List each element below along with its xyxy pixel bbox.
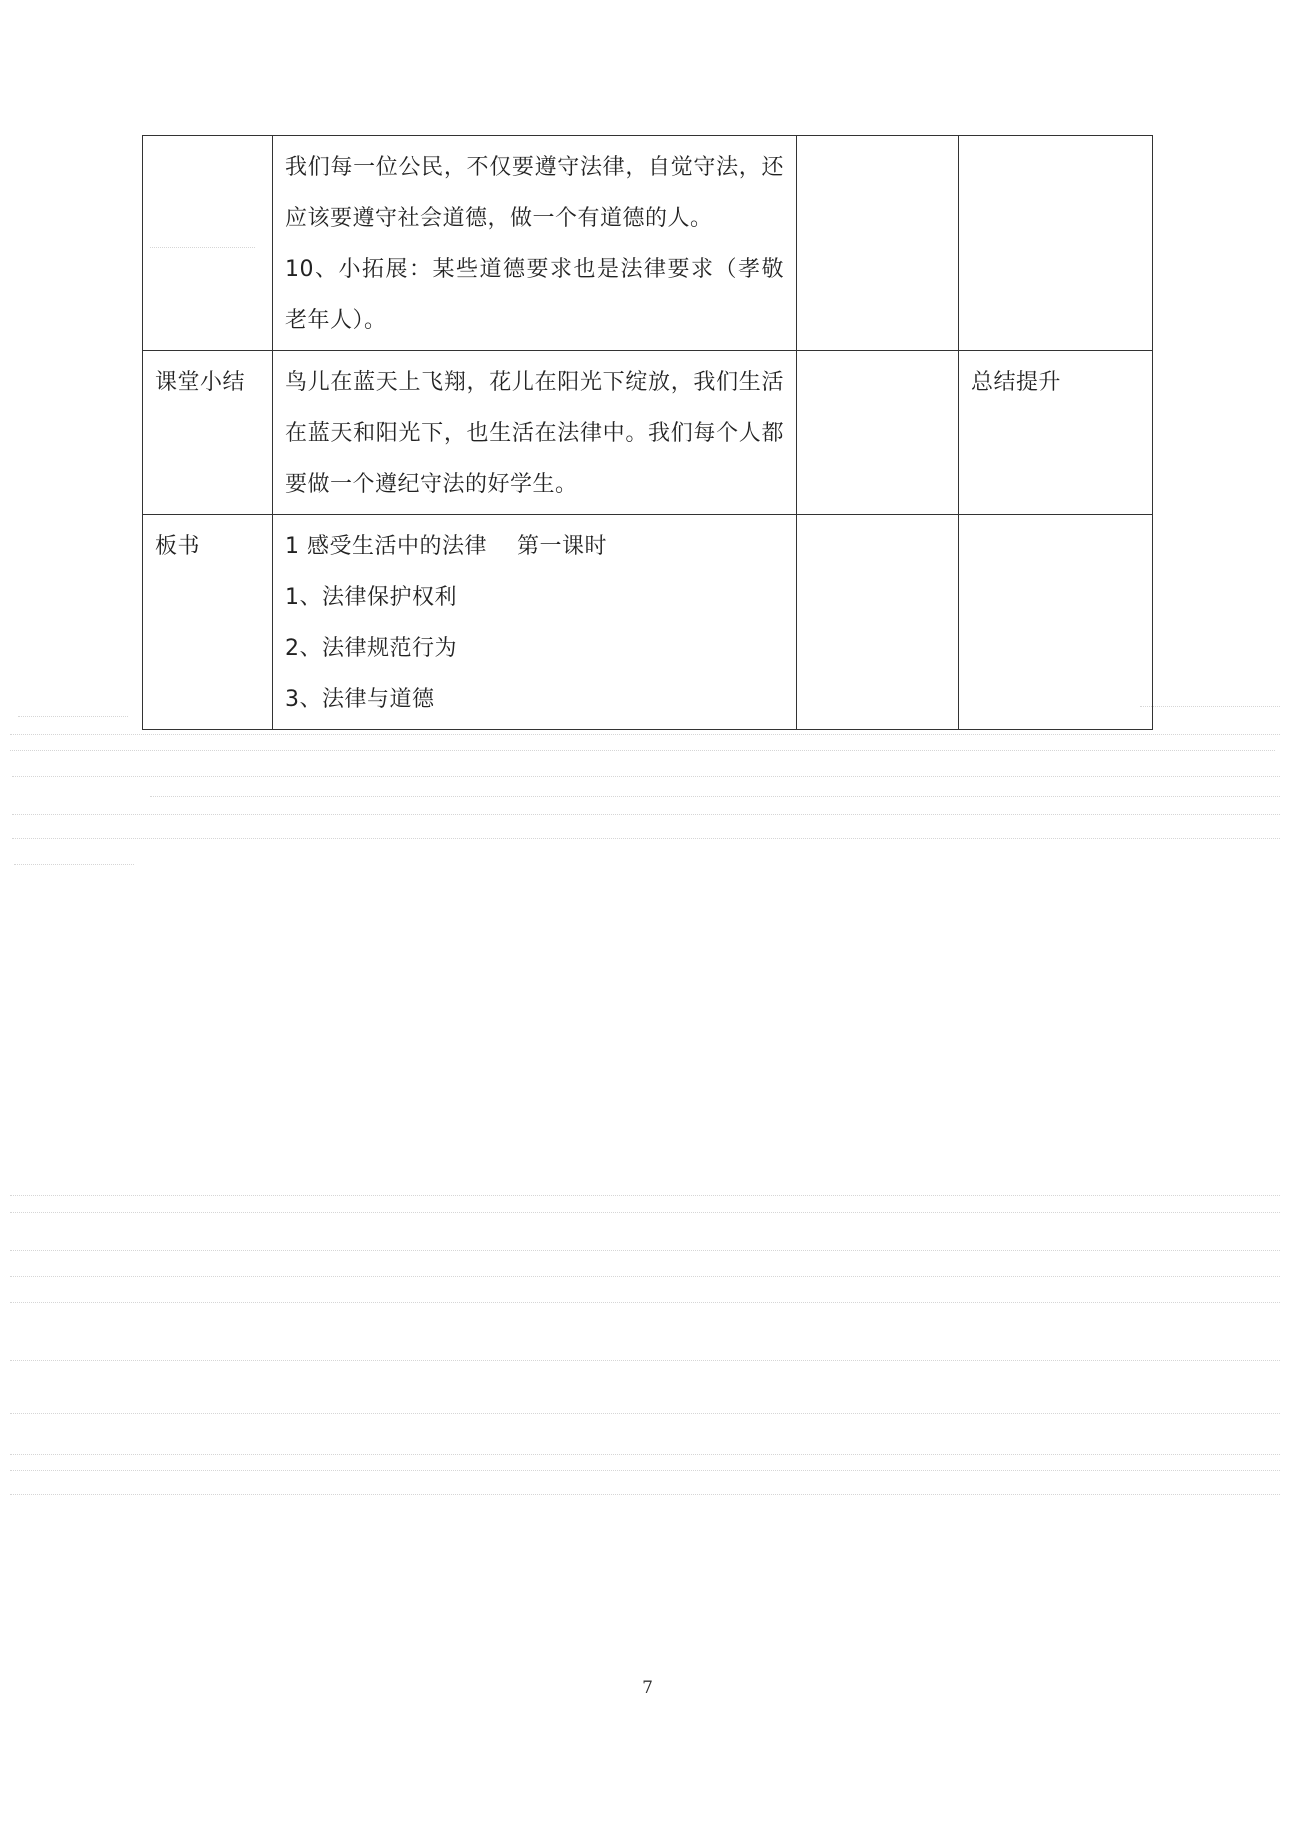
scan-artifact-line xyxy=(10,1470,1280,1471)
table-row xyxy=(143,351,1153,515)
board-line: 1、法律保护权利 xyxy=(285,585,457,610)
board-line: 3、法律与道德 xyxy=(285,687,435,712)
scan-artifact-line xyxy=(10,1250,1280,1251)
blank-cell xyxy=(797,136,959,351)
scan-artifact-line xyxy=(10,1276,1280,1277)
scan-artifact-line xyxy=(12,776,1280,777)
scan-artifact-line xyxy=(150,796,1280,797)
blank-cell xyxy=(797,515,959,730)
scan-artifact-line xyxy=(10,1494,1280,1495)
blank-cell xyxy=(797,351,959,515)
scan-artifact-line xyxy=(10,1413,1280,1414)
scan-artifact-line xyxy=(10,1302,1280,1303)
scan-artifact-line xyxy=(10,734,1280,735)
scan-artifact-line xyxy=(18,716,128,717)
content-cell xyxy=(273,351,797,515)
table-row xyxy=(143,515,1153,730)
scan-artifact-line xyxy=(10,1195,1280,1196)
scan-artifact-line xyxy=(10,1454,1280,1455)
scan-artifact-line xyxy=(14,864,134,865)
scan-artifact-line xyxy=(12,838,1280,839)
content-cell xyxy=(273,136,797,351)
section-cell xyxy=(143,136,273,351)
notes-cell xyxy=(959,136,1153,351)
scan-artifact-line xyxy=(1140,706,1280,707)
scan-artifact-line xyxy=(12,814,1280,815)
board-line: 1 感受生活中的法律 第一课时 xyxy=(285,534,607,559)
scan-artifact-line xyxy=(10,750,1275,751)
section-cell: 板书 xyxy=(143,515,273,730)
table-row xyxy=(143,136,1153,351)
content-cell xyxy=(273,515,797,730)
scan-artifact-line xyxy=(10,1360,1280,1361)
lesson-plan-table xyxy=(142,135,1153,730)
scan-artifact-line xyxy=(10,1212,1280,1213)
page-number: 7 xyxy=(642,1678,653,1698)
content-paragraph: 10、小拓展：某些道德要求也是法律要求（孝敬老年人）。 xyxy=(285,257,784,333)
board-line: 2、法律规范行为 xyxy=(285,636,457,661)
content-paragraph: 鸟儿在蓝天上飞翔，花儿在阳光下绽放，我们生活在蓝天和阳光下，也生活在法律中。我们每个人都要做一个遵纪守法的好学生。 xyxy=(285,370,784,497)
content-paragraph: 我们每一位公民，不仅要遵守法律，自觉守法，还应该要遵守社会道德，做一个有道德的人。 xyxy=(285,155,784,231)
notes-cell: 总结提升 xyxy=(959,351,1153,515)
section-cell: 课堂小结 xyxy=(143,351,273,515)
notes-cell xyxy=(959,515,1153,730)
